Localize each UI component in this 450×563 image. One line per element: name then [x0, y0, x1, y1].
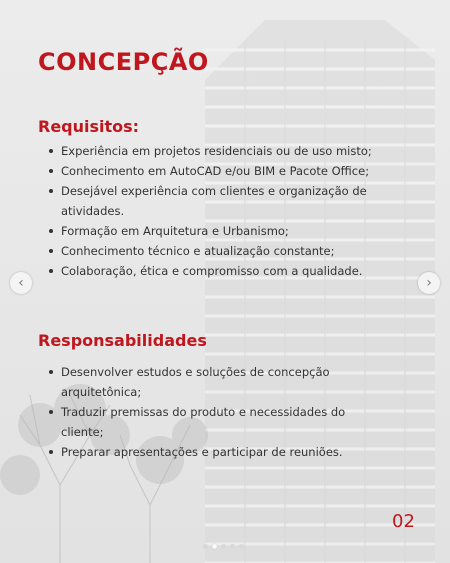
list-item: Desejável experiência com clientes e organização de atividades.	[46, 181, 391, 221]
chevron-right-icon: ›	[426, 275, 432, 291]
next-slide-button[interactable]	[418, 272, 440, 294]
requirements-heading: Requisitos:	[38, 117, 140, 136]
carousel-dot[interactable]	[221, 544, 226, 549]
requirements-list	[46, 141, 391, 281]
carousel-dot[interactable]	[239, 544, 244, 549]
list-item: Preparar apresentações e participar de reuniões.	[46, 442, 391, 462]
page-number: 02	[392, 511, 415, 532]
carousel-dot[interactable]	[203, 544, 208, 549]
list-item: Experiência em projetos residenciais ou de uso misto;	[46, 141, 391, 161]
responsibilities-list	[46, 362, 391, 462]
carousel-dot[interactable]	[212, 544, 217, 549]
carousel-dot[interactable]	[230, 544, 235, 549]
list-item: Colaboração, ética e compromisso com a qualidade.	[46, 261, 391, 281]
list-item: Conhecimento técnico e atualização constante;	[46, 241, 391, 261]
list-item: Conhecimento em AutoCAD e/ou BIM e Pacote Office;	[46, 161, 391, 181]
list-item: Formação em Arquitetura e Urbanismo;	[46, 221, 391, 241]
list-item: Traduzir premissas do produto e necessidades do cliente;	[46, 402, 391, 442]
chevron-left-icon: ‹	[18, 275, 24, 291]
responsibilities-heading: Responsabilidades	[38, 331, 207, 350]
previous-slide-button[interactable]	[10, 272, 32, 294]
slide-title: CONCEPÇÃO	[38, 48, 209, 76]
list-item: Desenvolver estudos e soluções de concepção arquitetônica;	[46, 362, 391, 402]
carousel-dots	[203, 544, 244, 549]
